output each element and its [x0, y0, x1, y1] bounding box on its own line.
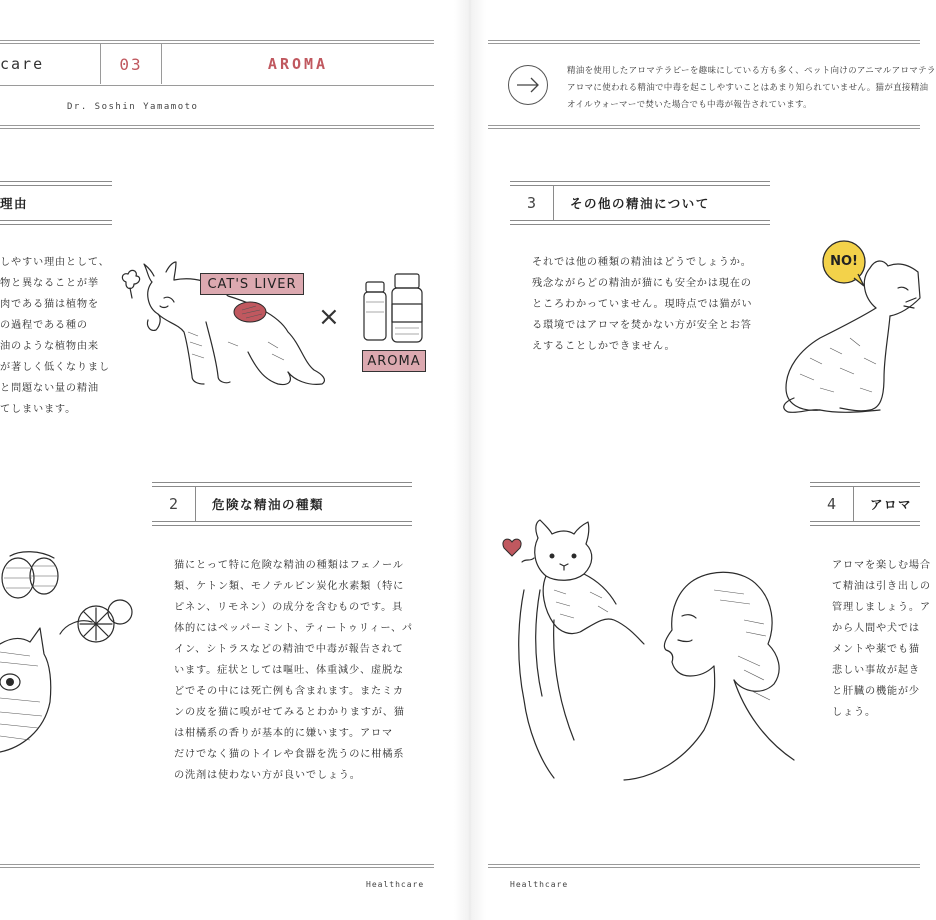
- text-line: しやすい理由として、: [0, 257, 110, 268]
- text-line: イン、シトラスなどの精油で中毒が報告されて: [174, 644, 404, 655]
- intro-line: アロマに使われる精油で中毒を起こしやすいことはあまり知られていません。猫が直接精油: [567, 83, 929, 93]
- text-line: メントや薬でも猫: [832, 644, 920, 655]
- arrow-right-circle-icon: [508, 65, 548, 105]
- text-line: 油のような植物由来: [0, 341, 99, 352]
- text-line: が著しく低くなりまし: [0, 362, 110, 373]
- speech-bubble-text: NO!: [830, 254, 858, 269]
- section-2-number: 2: [152, 486, 196, 522]
- text-line: 残念ながらどの精油が猫にも安全かは現在の: [532, 278, 752, 289]
- section-3-body: [532, 252, 772, 357]
- section-2-heading: [152, 482, 412, 526]
- header-mid-rule: [0, 85, 434, 86]
- text-line: と肝臓の機能が少: [832, 686, 920, 697]
- section-2-title: 危険な精油の種類: [212, 497, 325, 512]
- series-title: care: [0, 55, 45, 73]
- text-line: 類、ケトン類、モノテルピン炭化水素類（特に: [174, 581, 405, 592]
- text-line: います。症状としては嘔吐、体重減少、虚脱な: [174, 665, 404, 676]
- woman-holding-cat-illustration: [494, 520, 804, 780]
- text-line: 肉である猫は植物を: [0, 299, 99, 310]
- section-4-body: [832, 555, 931, 723]
- section-3-heading: [510, 181, 770, 225]
- text-line: ンの皮を猫に嗅がせてみるとわかりますが、猫: [174, 707, 405, 718]
- text-line: どでその中には死亡例も含まれます。またミカ: [174, 686, 404, 697]
- section-4-title: アロマ: [870, 497, 913, 512]
- text-line: 猫にとって特に危険な精油の種類はフェノール: [174, 560, 404, 571]
- section-2-body: [174, 555, 424, 786]
- text-line: 管理しましょう。ア: [832, 602, 931, 613]
- text-line: は柑橘系の香りが基本的に嫌います。アロマ: [174, 728, 393, 739]
- aroma-bottles-icon: [362, 272, 432, 352]
- text-line: の過程である種の: [0, 320, 88, 331]
- section-4-number: 4: [810, 486, 854, 522]
- text-line: と問題ない量の精油: [0, 383, 99, 394]
- text-line: て精油は引き出しの: [832, 581, 931, 592]
- text-line: 体的にはペッパーミント、ティートゥリィー、パ: [174, 623, 413, 634]
- text-line: ピネン、リモネン）の成分を含むものです。具: [174, 602, 404, 613]
- text-line: る環境ではアロマを焚かない方が安全とお答: [532, 320, 752, 331]
- footer-label-left: Healthcare: [366, 880, 425, 889]
- text-line: てしまいます。: [0, 404, 77, 415]
- issue-number: 03: [100, 44, 162, 84]
- section-1-title: 理由: [0, 196, 29, 211]
- intro-top-rule: [488, 40, 920, 44]
- text-line: しょう。: [832, 707, 876, 718]
- header-bottom-rule: [0, 125, 434, 129]
- text-line: えすることしかできません。: [532, 341, 676, 352]
- issue-title: AROMA: [267, 55, 329, 73]
- author-name: Dr. Soshin Yamamoto: [67, 102, 199, 112]
- footer-label-right: Healthcare: [510, 880, 569, 889]
- section-1-heading: [0, 181, 112, 225]
- text-line: ところわかっていません。現時点では猫がい: [532, 299, 753, 310]
- footer-rule-right: [488, 864, 920, 868]
- book-gutter: [454, 0, 486, 920]
- text-line: アロマを楽しむ場合: [832, 560, 931, 571]
- intro-line: オイルウォーマーで焚いた場合でも中毒が報告されています。: [567, 100, 812, 110]
- text-line: 悲しい事故が起き: [832, 665, 920, 676]
- intro-paragraph: [567, 63, 936, 114]
- intro-line: 精油を使用したアロマテラピーを趣味にしている方も多く、ペット向けのアニマルアロマテラ: [567, 66, 936, 76]
- hissing-cat-illustration: [780, 258, 920, 418]
- section-1-body: [0, 252, 110, 420]
- text-line: だけでなく猫のトイレや食器を洗うのに柑橘系: [174, 749, 405, 760]
- footer-rule-left: [0, 864, 434, 868]
- section-4-heading: [810, 482, 920, 526]
- text-line: 物と異なることが挙: [0, 278, 99, 289]
- section-3-title: その他の精油について: [570, 196, 710, 211]
- intro-bottom-rule: [488, 125, 920, 129]
- cats-liver-label: CAT'S LIVER: [200, 273, 304, 295]
- pinecone-citrus-cat-illustration: [0, 552, 140, 772]
- text-line: それでは他の種類の精油はどうでしょうか。: [532, 257, 752, 268]
- aroma-label: AROMA: [362, 350, 426, 372]
- text-line: から人間や犬では: [832, 623, 920, 634]
- text-line: の洗剤は使わない方が良いでしょう。: [174, 770, 361, 781]
- section-3-number: 3: [510, 185, 554, 221]
- times-symbol: ×: [318, 302, 340, 332]
